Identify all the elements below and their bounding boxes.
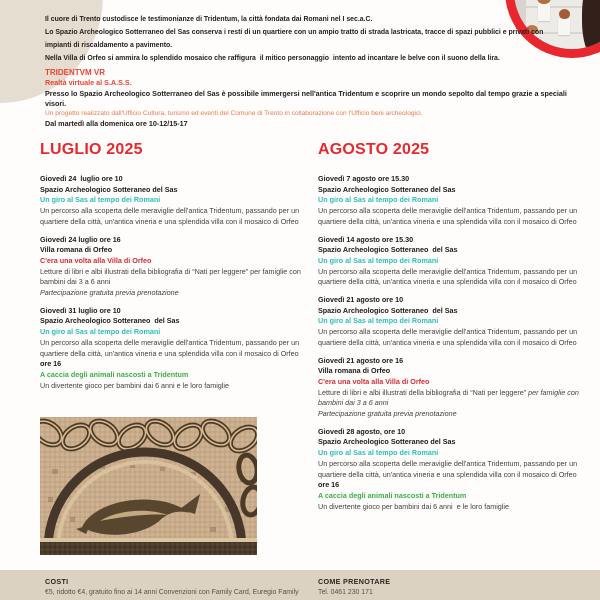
event-line-date: Giovedì 28 agosto, ore 10: [318, 426, 406, 436]
footer-band: [0, 570, 600, 600]
footer-costi: [45, 577, 300, 596]
event-line-title-teal: Un giro al Sas al tempo dei Romani: [40, 327, 161, 337]
event: [318, 235, 596, 289]
event-line-title-teal: Un giro al Sas al tempo dei Romani: [40, 195, 161, 205]
event-line-body: Un percorso alla scoperta delle meraviglie dell'antica Tridentum, passando per un quartiere della città, un'antica vineria e una splendida villa con il mosaico di Orfeo: [318, 266, 580, 287]
intro-paragraph: [45, 13, 567, 65]
event-line-body: Un divertente gioco per bambini dai 6 anni e le loro famiglie: [318, 501, 509, 511]
event-line-date: Giovedì 21 agosto ore 10: [318, 295, 404, 305]
event-line-place: Spazio Archeologico Sotteraneo del Sas: [318, 305, 458, 315]
intro-line: Nella Villa di Orfeo si ammira lo splendido mosaico che raffigura il mitico personaggio intento ad incantare le belve con il suono della lira.: [45, 55, 500, 62]
month-header-luglio: LUGLIO 2025: [40, 141, 143, 158]
event-line-date: Giovedì 7 agosto ore 15.30: [318, 174, 410, 183]
event-line-body: Un percorso alla scoperta delle meraviglie dell'antica Tridentum, passando per un quartiere della città, un'antica vineria e una splendida villa con il mosaico di Orfeo: [318, 458, 580, 479]
event-line-date: Giovedì 14 agosto ore 15.30: [318, 234, 414, 244]
event-line-body: Letture di libri e albi illustrati della bibliografia di “Nati per leggere” per famiglie con bambini dai 3 a 6 anni: [318, 387, 581, 408]
vr-subtitle: Realtà virtuale al S.A.S.S.: [45, 78, 132, 88]
event: [318, 295, 596, 349]
prenotare-text: Tel. 0461 230 171: [318, 589, 373, 596]
event-line-place: Villa romana di Orfeo: [318, 366, 391, 376]
event: [40, 306, 318, 392]
event: [318, 174, 596, 228]
event-line-title-green: A caccia degli animali nascosti a Tridentum: [318, 490, 467, 500]
event-line-date: Giovedì 31 luglio ore 10: [40, 305, 121, 315]
event-line-title-teal: Un giro al Sas al tempo dei Romani: [318, 195, 439, 205]
event-line-title-red: C'era una volta alla Villa di Orfeo: [40, 255, 152, 265]
vr-section: [45, 68, 567, 130]
event-line-place: Spazio Archeologico Sotteraneo del Sas: [318, 245, 458, 255]
intro-line: impianti di riscaldamento a pavimento.: [45, 42, 173, 49]
event-line-title-green: A caccia degli animali nascosti a Tridentum: [40, 369, 189, 379]
events-list: [40, 174, 318, 391]
month-header-agosto: AGOSTO 2025: [318, 141, 430, 158]
event-line-place: Spazio Archeologico Sotteraneo del Sas: [40, 316, 180, 326]
event-line-place: Villa romana di Orfeo: [40, 245, 113, 255]
event-line-body: Un divertente gioco per bambini dai 6 anni e le loro famiglie: [40, 380, 229, 390]
footer-prenotare: [318, 577, 578, 596]
event-line-title-teal: Un giro al Sas al tempo dei Romani: [318, 448, 439, 458]
event-line-place: Spazio Archeologico Sotteraneo del Sas: [40, 184, 178, 194]
event: [40, 174, 318, 228]
shelf-line: [526, 6, 586, 8]
intro-line: Lo Spazio Archeologico Sotterraneo del Sas conserva i resti di un quartiere con un ampio tratto di strada lastricata, tracce di spazi pubblici e privati con: [45, 29, 544, 36]
event-line-body: Un percorso alla scoperta delle meraviglie dell'antica Tridentum, passando per un quartiere della città, un'antica vineria e una splendida villa con il mosaico di Orfeo: [40, 206, 302, 226]
event-line-time: ore 16: [318, 480, 340, 490]
event-line-date: Giovedì 24 luglio ore 10: [40, 174, 123, 183]
column-agosto: [318, 141, 596, 519]
event-line-title-teal: Un giro al Sas al tempo dei Romani: [318, 316, 439, 326]
column-luglio: [40, 141, 318, 398]
events-list: [318, 174, 596, 512]
vr-project-note: Un progetto realizzato dall'Ufficio Cultura, turismo ed eventi del Comune di Trento in collaborazione con l'Ufficio beni archeologici.: [45, 110, 423, 118]
event-line-time: ore 16: [40, 359, 62, 369]
event-line-note: Partecipazione gratuita previa prenotazione: [40, 288, 179, 298]
mosaic-photo: [40, 417, 257, 555]
event: [318, 356, 596, 420]
event-line-body: Un percorso alla scoperta delle meraviglie dell'antica Tridentum, passando per un quartiere della città, un'antica vineria e una splendida villa con il mosaico di Orfeo: [318, 327, 580, 347]
event-line-body: Un percorso alla scoperta delle meraviglie dell'antica Tridentum, passando per un quartiere della città, un'antica vineria e una splendida villa con il mosaico di Orfeo: [318, 206, 580, 226]
event-line-title-red: C'era una volta alla Villa di Orfeo: [318, 376, 430, 386]
vr-title: TRIDENTVM VR: [45, 68, 105, 77]
mosaic-illustration: [40, 417, 257, 555]
event-line-date: Giovedì 24 luglio ore 16: [40, 234, 121, 244]
vr-description: Presso lo Spazio Archeologico Sotterraneo del Sas è possibile immergersi nell'antica Tridentum e scoprire un mondo sepolto dal tempo grazie a speciali visori.: [45, 88, 569, 108]
intro-line: Il cuore di Trento custodisce le testimonianze di Tridentum, la città fondata dai Romani nel I sec.a.C.: [45, 16, 373, 23]
vr-opening-hours: Dal martedì alla domenica ore 10-12/15-17: [45, 119, 188, 129]
event: [40, 235, 318, 299]
event-line-body: Un percorso alla scoperta delle meraviglie dell'antica Tridentum, passando per un quartiere della città, un'antica vineria e una splendida villa con il mosaico di Orfeo: [40, 337, 302, 358]
event-line-place: Spazio Archeologico Sotteraneo del Sas: [318, 184, 456, 194]
event-line-title-teal: Un giro al Sas al tempo dei Romani: [318, 255, 439, 265]
visitor-figure: [582, 0, 600, 58]
prenotare-heading: COME PRENOTARE: [318, 577, 391, 586]
event: [318, 427, 596, 513]
event-line-body: Letture di libri e albi illustrati della bibliografia di “Nati per leggere” per famiglie con bambini dai 3 a 6 anni: [40, 266, 303, 287]
costi-text: €5, ridotto €4, gratuito fino ai 14 anni Convenzioni con Family Card, Euregio Family: [45, 589, 299, 596]
event-line-note: Partecipazione gratuita previa prenotazione: [318, 409, 457, 419]
costi-heading: COSTI: [45, 577, 69, 586]
event-line-place: Spazio Archeologico Sotteraneo del Sas: [318, 437, 456, 447]
event-line-date: Giovedì 21 agosto ore 16: [318, 355, 404, 365]
